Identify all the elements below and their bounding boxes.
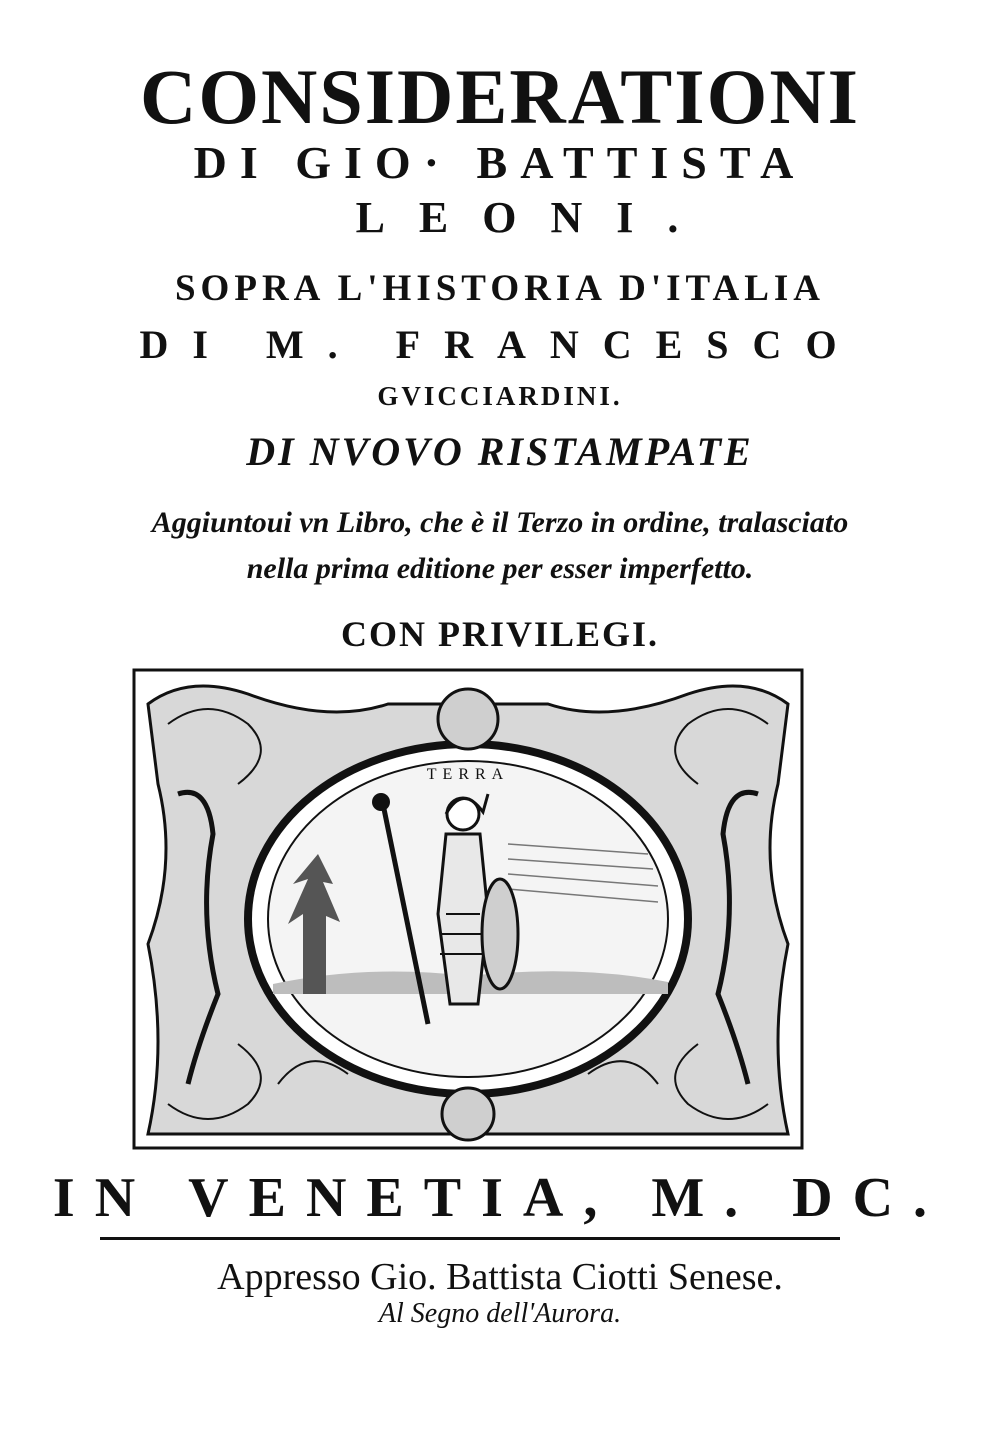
reprint-note: DI NVOVO RISTAMPATE xyxy=(246,429,754,474)
author-line-1: DI GIO· BATTISTA xyxy=(193,137,807,188)
addition-note-line-2: nella prima editione per esser imperfetto. xyxy=(246,552,754,585)
addition-note-line-1: Aggiuntoui vn Libro, che è il Terzo in ordine, tralasciato xyxy=(151,506,849,539)
lion-mask-icon xyxy=(438,689,498,749)
printer-line: Appresso Gio. Battista Ciotti Senese. xyxy=(217,1256,783,1298)
imprint-place-date: IN VENETIA, M. DC. xyxy=(52,1167,948,1229)
privilege-line: CON PRIVILEGI. xyxy=(340,614,660,654)
subject-line-2: DI M. FRANCESCO xyxy=(139,322,861,367)
printer-sign: Al Segno dell'Aurora. xyxy=(378,1298,622,1329)
subject-line-1: SOPRA L'HISTORIA D'ITALIA xyxy=(174,268,825,309)
author-line-2: LEONI. xyxy=(355,193,713,242)
face-mask-icon xyxy=(442,1088,494,1140)
medallion-inscription: TERRA xyxy=(426,766,510,783)
printers-device-woodcut-icon xyxy=(128,664,808,1154)
divider-rule xyxy=(100,1237,840,1240)
book-title: CONSIDERATIONI xyxy=(139,53,861,140)
subject-line-3: GVICCIARDINI. xyxy=(377,381,623,411)
